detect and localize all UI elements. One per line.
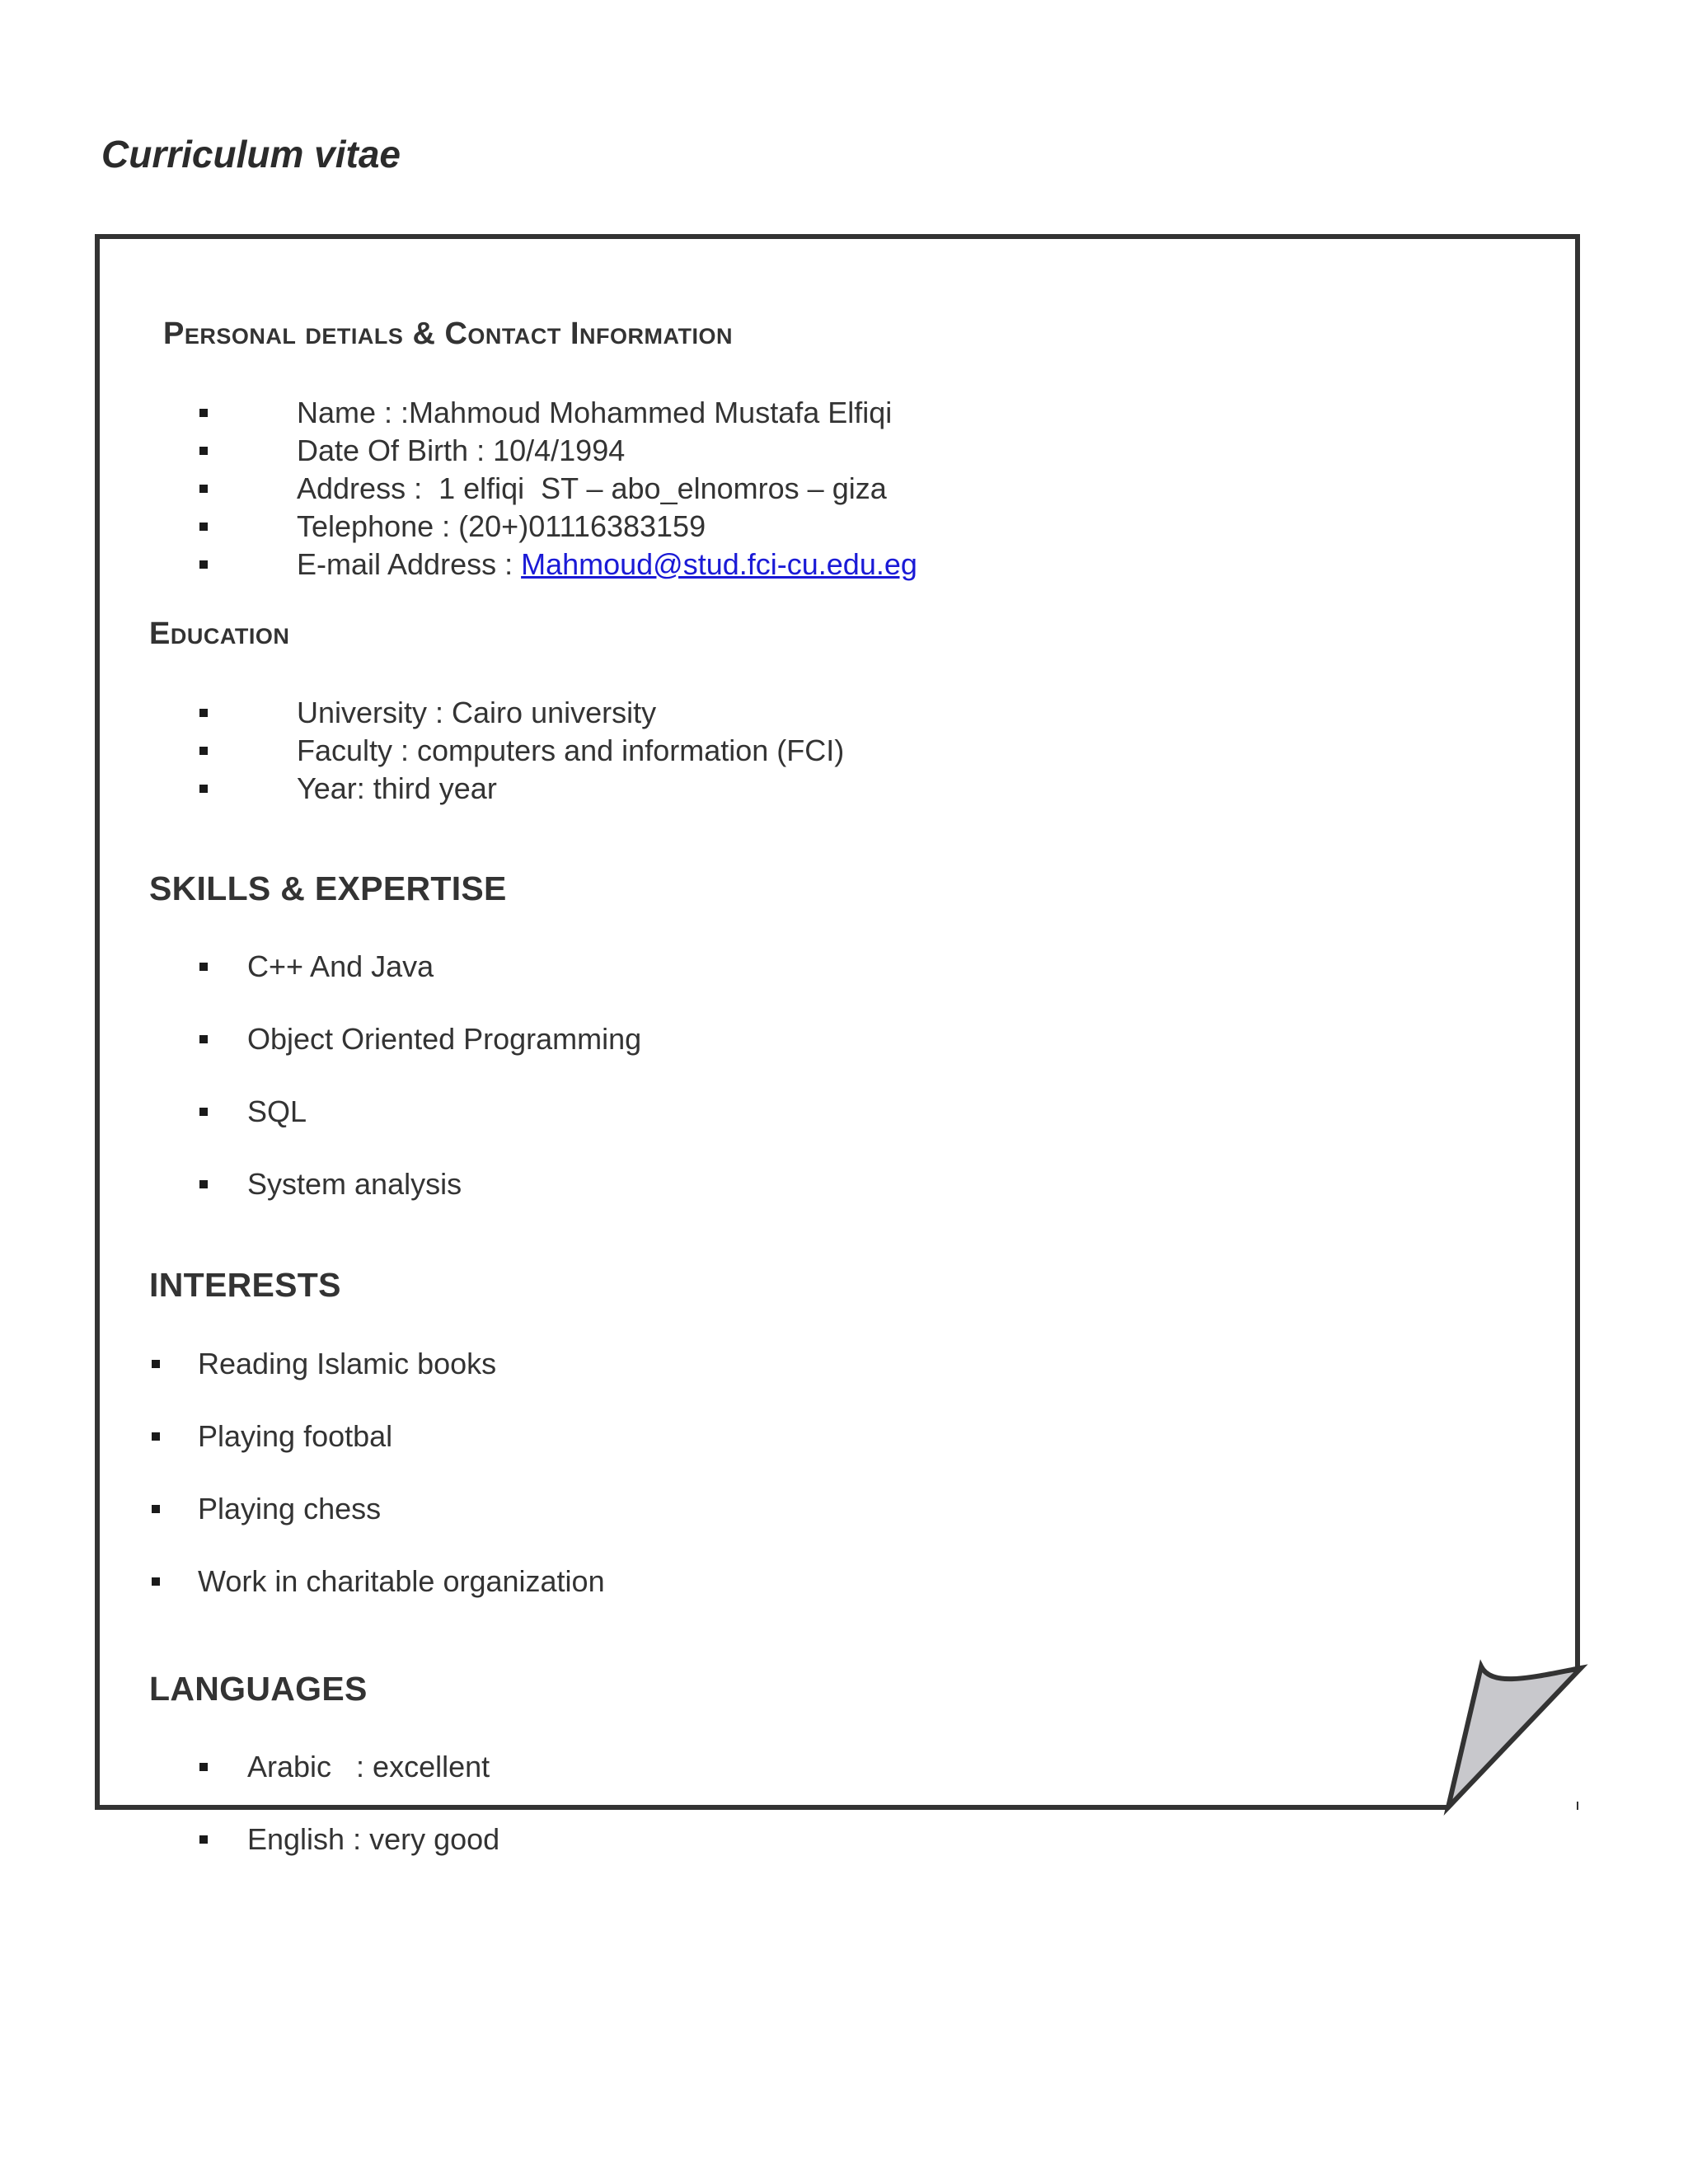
email-link[interactable]: Mahmoud@stud.fci-cu.edu.eg [521, 547, 917, 581]
bullet-icon [199, 1835, 208, 1844]
bullet-icon [199, 785, 208, 793]
language-item: Arabic : excellent [247, 1750, 490, 1783]
email-row [297, 546, 917, 583]
bullet-icon [199, 560, 208, 569]
address-text: Address : 1 elfiqi ST – abo_elnomros – giza [297, 471, 887, 505]
skill-item: C++ And Java [247, 949, 434, 983]
bullet-icon [199, 1180, 208, 1188]
personal-heading: Personal detials & Contact Information [163, 316, 733, 351]
skill-item: System analysis [247, 1167, 462, 1201]
bullet-icon [152, 1360, 160, 1368]
name-text: Name : :Mahmoud Mohammed Mustafa Elfiqi [297, 396, 893, 429]
interests-heading: INTERESTS [149, 1266, 341, 1304]
bullet-icon [199, 523, 208, 531]
bullet-icon [199, 1763, 208, 1771]
bullet-icon [199, 447, 208, 455]
education-heading: Education [149, 616, 290, 651]
document-title: Curriculum vitae [101, 133, 401, 176]
education-item-faculty: Faculty : computers and information (FCI) [297, 733, 845, 767]
email-label: E-mail Address : [297, 547, 522, 581]
bullet-icon [152, 1577, 160, 1586]
interest-item: Work in charitable organization [198, 1564, 605, 1598]
interest-item: Reading Islamic books [198, 1347, 497, 1380]
skill-item: Object Oriented Programming [247, 1022, 642, 1056]
interest-item: Playing footbal [198, 1419, 393, 1453]
skills-heading: SKILLS & EXPERTISE [149, 869, 507, 907]
bullet-icon [199, 1035, 208, 1043]
bullet-icon [152, 1505, 160, 1513]
bullet-icon [199, 485, 208, 493]
bullet-icon [199, 963, 208, 971]
bullet-icon [199, 709, 208, 717]
bullet-icon [199, 1108, 208, 1116]
skill-item: SQL [247, 1094, 307, 1128]
education-item-year: Year: third year [297, 771, 497, 805]
page-curl-icon [1448, 1666, 1581, 1807]
telephone-text: Telephone : (20+)01116383159 [297, 509, 706, 543]
dob-text: Date Of Birth : 10/4/1994 [297, 434, 626, 467]
languages-heading: LANGUAGES [149, 1670, 368, 1708]
bullet-icon [199, 747, 208, 755]
education-item-university: University : Cairo university [297, 696, 657, 729]
language-item: English : very good [247, 1822, 500, 1856]
bullet-icon [199, 409, 208, 417]
bullet-icon [152, 1432, 160, 1441]
interest-item: Playing chess [198, 1492, 382, 1526]
